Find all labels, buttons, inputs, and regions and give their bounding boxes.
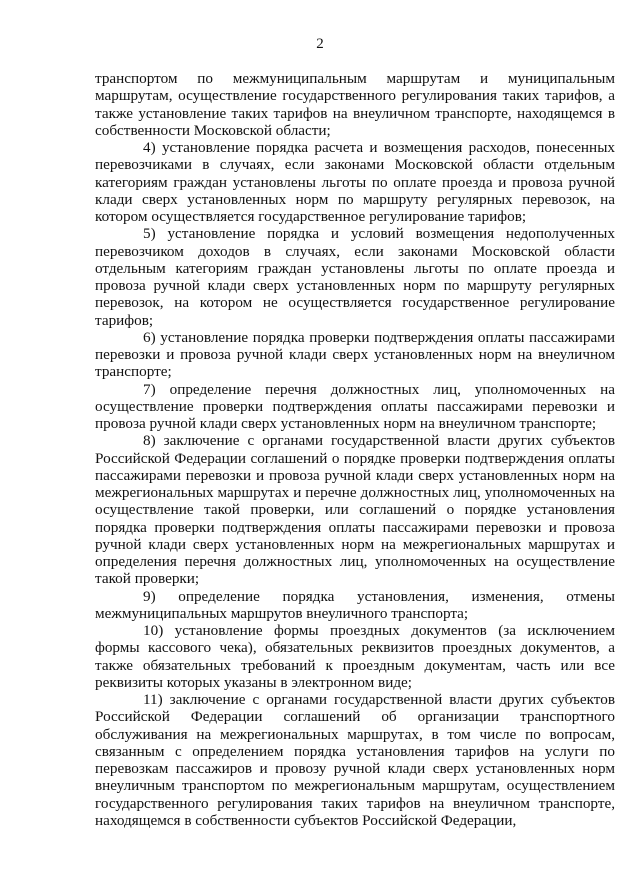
- paragraph-item-8: 8) заключение с органами государственной власти других субъектов Российской Федерации соглашений о порядке проверки подтверждения оплаты пассажирами перевозки и провоза ручной клади сверх установленных норм на межрегиональных маршрутах и перечне должностных лиц, уполномоченных на осуществление такой проверки, или соглашений о порядке установления порядка проверки подтверждения оплаты пассажирами перевозки и провоза ручной клади сверх установленных норм на межрегиональных маршрутах и определения перечня должностных лиц, уполномоченных на осуществление такой проверки;: [95, 432, 615, 588]
- page-number: 2: [316, 36, 324, 52]
- paragraph-item-11: 11) заключение с органами государственной власти других субъектов Российской Федерации соглашений об организации транспортного обслуживания на межрегиональных маршрутах, в том числе по вопросам, связанным с определением порядка установления тарифов на услуги по перевозкам пассажиров и провозу ручной клади сверх установленных норм внеуличным транспортом по межрегиональным маршрутам, осуществлением государственного регулирования таких тарифов на внеуличном транспорте, находящемся в собственности субъектов Российской Федерации,: [95, 691, 615, 829]
- paragraph-item-6: 6) установление порядка проверки подтверждения оплаты пассажирами перевозки и провоза ручной клади сверх установленных норм на внеуличном транспорте;: [95, 328, 615, 381]
- paragraph-item-4: 4) установление порядка расчета и возмещения расходов, понесенных перевозчиками в случаях, если законами Московской области отдельным категориям граждан установлены льготы по оплате проезда и провоза ручной клади сверх установленных норм по маршруту регулярных перевозок, на котором осуществляется государственное регулирование тарифов;: [95, 139, 615, 225]
- paragraph-item-7: 7) определение перечня должностных лиц, уполномоченных на осуществление проверки подтверждения оплаты пассажирами перевозки и провоза ручной клади сверх установленных норм на внеуличном транспорте;: [95, 380, 615, 432]
- paragraph-continuation: транспортом по межмуниципальным маршрутам и муниципальным маршрутам, осуществление государственного регулирования таких тарифов, а также установление таких тарифов на внеуличном транспорте, находящемся в собственности Московской области;: [95, 70, 615, 139]
- paragraph-item-5: 5) установление порядка и условий возмещения недополученных перевозчиком доходов в случаях, если законами Московской области отдельным категориям граждан установлены льготы по оплате проезда и провоза ручной клади сверх установленных норм по маршруту регулярных перевозок, на котором не осуществляется государственное регулирование тарифов;: [95, 225, 615, 329]
- document-body: [95, 70, 615, 829]
- paragraph-item-9: 9) определение порядка установления, изменения, отмены межмуниципальных маршрутов внеуличного транспорта;: [95, 587, 615, 622]
- paragraph-item-10: 10) установление формы проездных документов (за исключением формы кассового чека), обязательных реквизитов проездных документов, а также обязательных требований к проездным документам, часть или все реквизиты которых указаны в электронном виде;: [95, 622, 615, 691]
